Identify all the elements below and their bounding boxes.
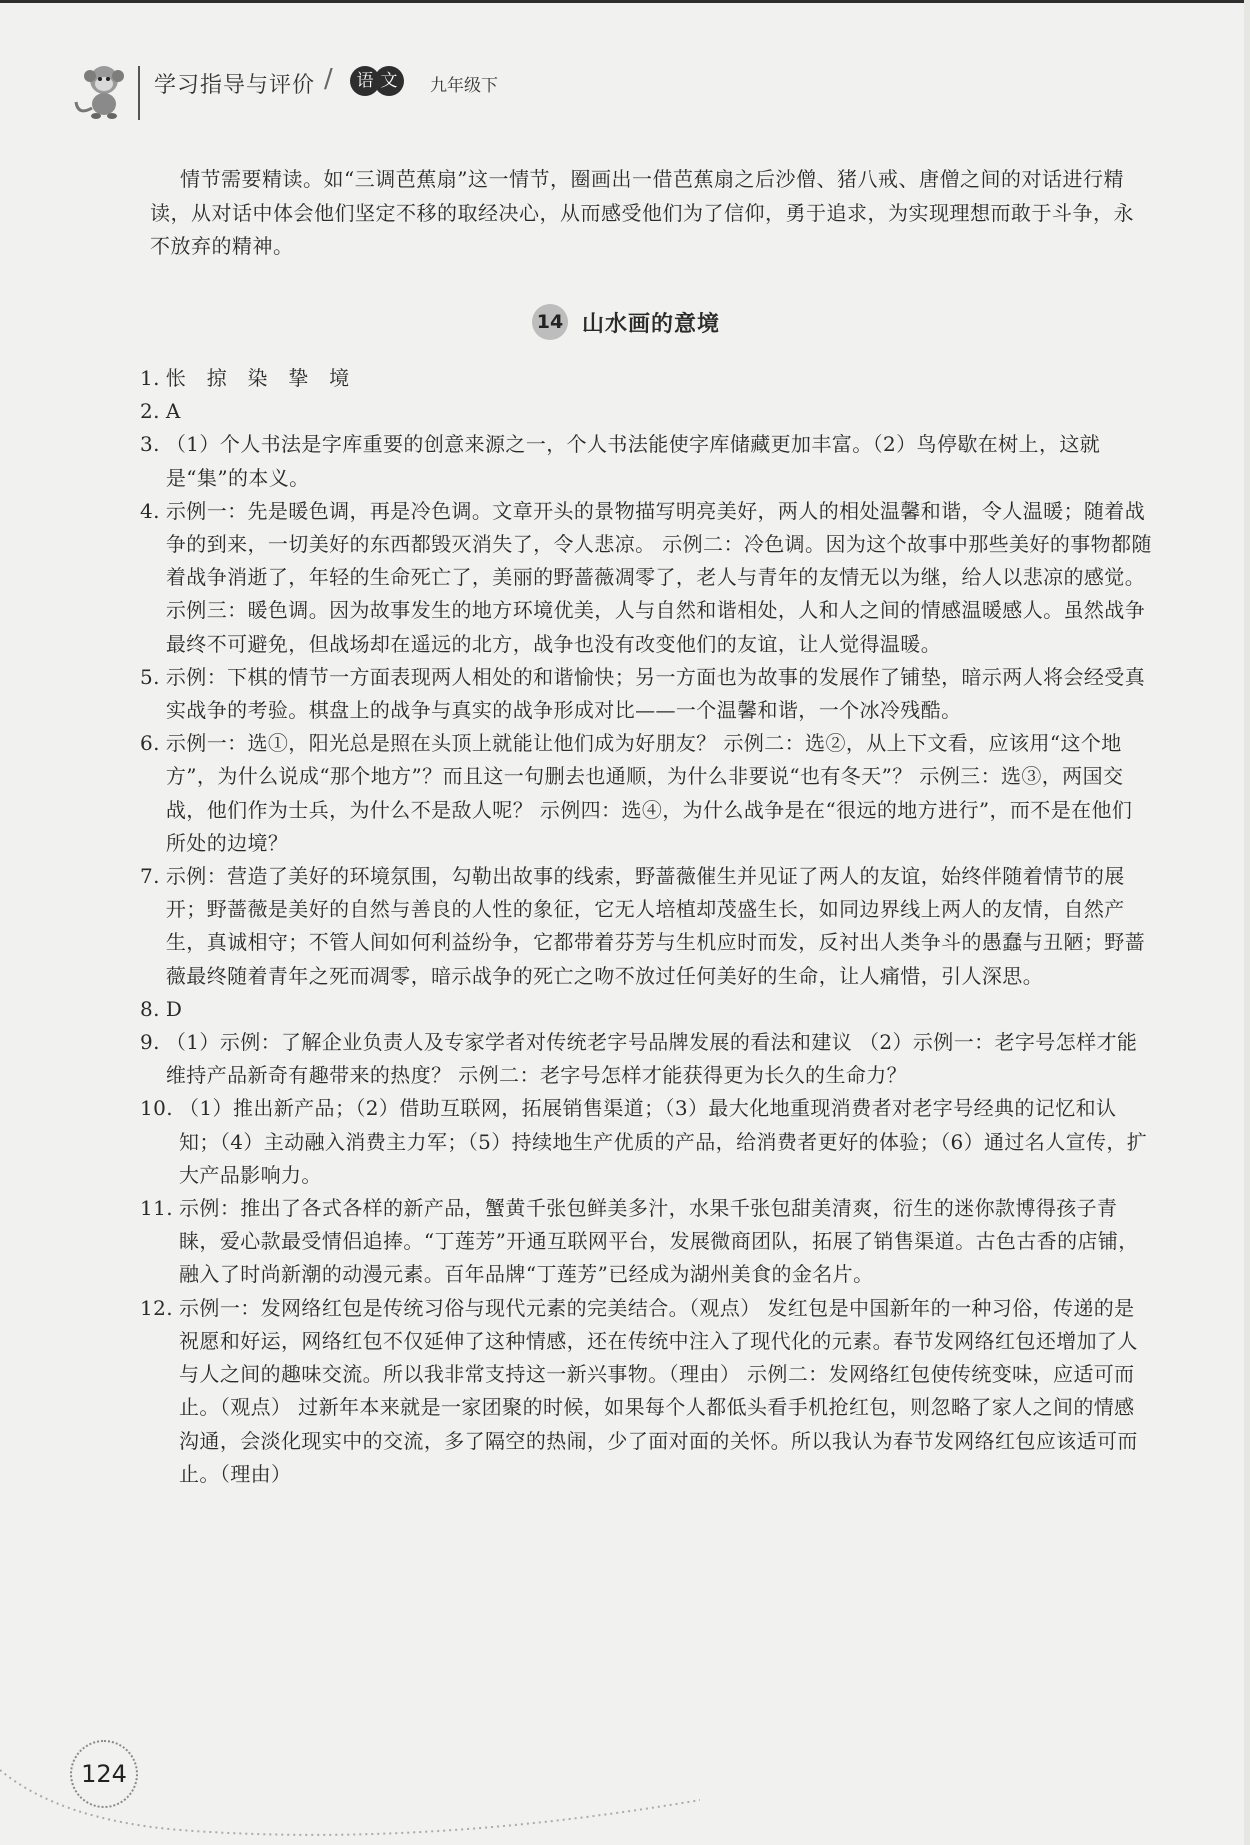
header-divider (138, 66, 140, 120)
section-heading (532, 302, 720, 342)
answer-item-8 (140, 993, 1152, 1026)
answer-item-5 (140, 661, 1152, 727)
answer-text: 示例：营造了美好的环境氛围，勾勒出故事的线索，野蔷薇催生并见证了两人的友谊，始终伴随着情节的展开；野蔷薇是美好的自然与善良的人性的象征，它无人培植却茂盛生长，如同边界线上两人的友情，自然产生，真诚相守；不管人间如何利益纷争，它都带着芬芳与生机应时而发，反衬出人类争斗的愚蠢与丑陋；野蔷薇最终随着青年之死而凋零，暗示战争的死亡之吻不放过任何美好的生命，让人痛惜，引人深思。 (165, 864, 1146, 988)
intro-paragraph-block (150, 163, 1150, 264)
answer-item-6 (140, 727, 1152, 860)
answer-text: 示例：推出了各式各样的新产品，蟹黄千张包鲜美多汁，水果千张包甜美清爽，衍生的迷你款博得孩子青睐，爱心款最受情侣追捧。“丁莲芳”开通互联网平台，发展微商团队，拓展了销售渠道。古色古香的店铺，融入了时尚新潮的动漫元素。百年品牌“丁莲芳”已经成为湖州美食的金名片。 (179, 1196, 1139, 1287)
page-number-badge (70, 1740, 138, 1808)
answer-text: 怅 掠 染 挚 境 (165, 366, 350, 390)
answer-text: 示例一：选①，阳光总是照在头顶上就能让他们成为好朋友？ 示例二：选②，从上下文看，应该用“这个地方”，为什么说成“那个地方”？而且这一句删去也通顺，为什么非要说“也有冬天”？ 示例三：选③，两国交战，他们作为士兵，为什么不是敌人呢？ 示例四：选④，为什么战争是在“很远的地方进行”，而不是在他们所处的边境？ (165, 731, 1133, 855)
answer-item-11 (140, 1192, 1152, 1292)
answer-item-9 (140, 1026, 1152, 1092)
monkey-mascot-icon (70, 58, 134, 122)
answer-number: 4. (140, 498, 160, 523)
answer-number: 9. (140, 1030, 160, 1055)
answer-list (140, 362, 1152, 1491)
book-title: 学习指导与评价 (154, 73, 316, 98)
answer-item-10 (140, 1092, 1152, 1192)
answer-text: （1）示例：了解企业负责人及专家学者对传统老字号品牌发展的看法和建议 （2）示例一：老字号怎样才能维持产品新奇有趣带来的热度？ 示例二：老字号怎样才能获得更为长久的生命力？ (165, 1030, 1138, 1088)
answer-number: 10. (140, 1096, 174, 1121)
answer-number: 7. (140, 864, 160, 889)
answer-item-1 (140, 362, 1152, 395)
answer-item-7 (140, 860, 1152, 993)
answer-number: 8. (140, 996, 160, 1021)
answer-text: 示例一：先是暖色调，再是冷色调。文章开头的景物描写明亮美好，两人的相处温馨和谐，令人温暖；随着战争的到来，一切美好的东西都毁灭消失了，令人悲凉。 示例二：冷色调。因为这个故事中那些美好的事物都随着战争消逝了，年轻的生命死亡了，美丽的野蔷薇凋零了，老人与青年的友情无以为继，给人以悲凉的感觉。 示例三：暖色调。因为故事发生的地方环境优美，人与自然和谐相处，人和人之间的情感温暖感人。虽然战争最终不可避免，但战场却在遥远的北方，战争也没有改变他们的友谊，让人觉得温暖。 (165, 498, 1152, 656)
answer-number: 6. (140, 731, 160, 756)
answer-number: 2. (140, 399, 160, 424)
answer-text: 示例：下棋的情节一方面表现两人相处的和谐愉快；另一方面也为故事的发展作了铺垫，暗示两人将会经受真实战争的考验。棋盘上的战争与真实的战争形成对比——一个温馨和谐，一个冰冷残酷。 (165, 664, 1146, 723)
answer-number: 1. (140, 366, 160, 390)
page-header (70, 58, 670, 128)
answer-number: 5. (140, 664, 160, 689)
intro-paragraph: 情节需要精读。如“三调芭蕉扇”这一情节，圈画出一借芭蕉扇之后沙僧、猪八戒、唐僧之间的对话进行精读，从对话中体会他们坚定不移的取经决心，从而感受他们为了信仰，勇于追求，为实现理想而敢于斗争，永不放弃的精神。 (150, 167, 1134, 258)
grade-label: 九年级下 (430, 76, 498, 96)
top-border (0, 0, 1250, 3)
answer-item-2 (140, 395, 1152, 428)
answer-text: D (165, 996, 183, 1021)
answer-text: （1）推出新产品；（2）借助互联网，拓展销售渠道；（3）最大化地重现消费者对老字号经典的记忆和认知；（4）主动融入消费主力军；（5）持续地生产优质的产品，给消费者更好的体验；（6）通过名人宣传，扩大产品影响力。 (179, 1096, 1148, 1187)
answer-item-4 (140, 495, 1152, 661)
subject-char-1: 语 (350, 66, 380, 96)
subject-char-2: 文 (374, 66, 404, 96)
answer-number: 12. (140, 1295, 174, 1320)
section-number: 14 (532, 304, 568, 340)
subject-badge (350, 66, 406, 96)
header-slash: / (324, 64, 333, 94)
section-title: 山水画的意境 (582, 311, 721, 337)
page-edge (1244, 0, 1250, 1845)
answer-number: 3. (140, 432, 160, 457)
answer-number: 11. (140, 1196, 174, 1221)
answer-text: 示例一：发网络红包是传统习俗与现代元素的完美结合。（观点） 发红包是中国新年的一种习俗，传递的是祝愿和好运，网络红包不仅延伸了这种情感，还在传统中注入了现代化的元素。春节发网络红包还增加了人与人之间的趣味交流。所以我非常支持这一新兴事物。（理由） 示例二：发网络红包使传统变味，应适可而止。（观点） 过新年本来就是一家团聚的时候，如果每个人都低头看手机抢红包，则忽略了家人之间的情感沟通，会淡化现实中的交流，多了隔空的热闹，少了面对面的关怀。所以我认为春节发网络红包应该适可而止。（理由） (179, 1295, 1138, 1486)
page-number: 124 (81, 1760, 127, 1788)
answer-text: A (165, 399, 181, 424)
answer-text: （1）个人书法是字库重要的创意来源之一，个人书法能使字库储藏更加丰富。（2）鸟停歇在树上，这就是“集”的本义。 (165, 432, 1101, 490)
answer-item-3 (140, 428, 1152, 494)
answer-item-12 (140, 1292, 1152, 1491)
